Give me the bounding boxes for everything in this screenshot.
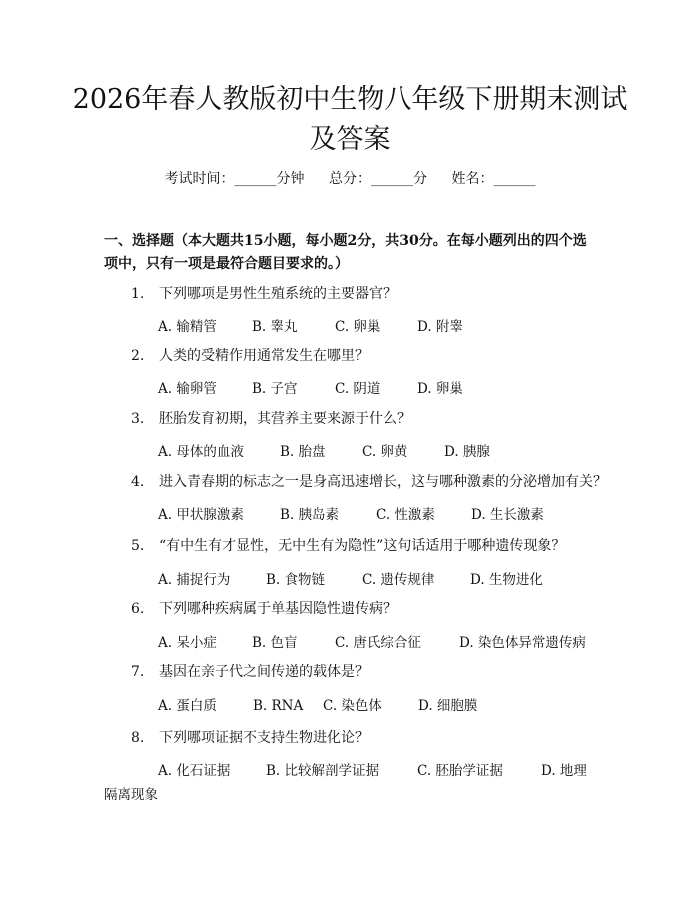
question-text: 胚胎发育初期，其营养主要来源于什么？ [159, 411, 411, 427]
option-a: A. 化石证据 [158, 763, 231, 779]
option-a: A. 捕捉行为 [158, 572, 231, 588]
exam-meta [0, 168, 700, 188]
question-7 [131, 661, 369, 681]
option-b: B. RNA [253, 698, 304, 714]
question-number: 5. [131, 538, 145, 554]
page-title: 2026年春人教版初中生物八年级下册期末测试及答案 [72, 84, 628, 155]
question-text: 下列哪项证据不支持生物进化论？ [159, 730, 369, 746]
question-1 [131, 283, 397, 303]
option-b: B. 比较解剖学证据 [266, 763, 380, 779]
question-number: 1. [131, 286, 145, 302]
option-d: D. 地理 [541, 763, 587, 779]
option-a: A. 蛋白质 [158, 698, 217, 714]
question-3-options [158, 440, 490, 460]
question-4-options [158, 503, 544, 523]
option-d: D. 生物进化 [470, 572, 543, 588]
question-8 [131, 727, 369, 747]
option-d: D. 细胞膜 [418, 698, 478, 714]
question-text: 下列哪项是男性生殖系统的主要器官？ [159, 286, 397, 302]
question-number: 7. [131, 664, 145, 680]
question-8-options [158, 759, 587, 779]
student-name-field: 姓名：______ [451, 171, 536, 187]
option-b: B. 胰岛素 [280, 507, 340, 523]
exam-time-field: 考试时间：______分钟 [164, 171, 305, 187]
question-6-options [158, 631, 586, 651]
question-7-options [158, 694, 477, 714]
option-d: D. 胰腺 [444, 444, 490, 460]
option-b: B. 睾丸 [252, 319, 298, 335]
question-4 [131, 471, 607, 491]
section-heading-choice: 一、选择题（本大题共15小题，每小题2分，共30分。在每小题列出的四个选项中，只有一项是最符合题目要求的。） [104, 233, 587, 272]
question-2 [131, 345, 369, 365]
question-text: 基因在亲子代之间传递的载体是？ [159, 664, 369, 680]
question-number: 6. [131, 601, 145, 617]
question-text: “有中生有才显性，无中生有为隐性”这句话适用于哪种遗传现象？ [159, 538, 566, 554]
option-c: C. 唐氏综合征 [335, 635, 421, 651]
question-8-option-d-continuation: 隔离现象 [104, 787, 158, 803]
option-d: D. 附睾 [417, 319, 463, 335]
option-a: A. 输卵管 [158, 381, 217, 397]
option-a: A. 输精管 [158, 319, 217, 335]
question-text: 进入青春期的标志之一是身高迅速增长，这与哪种激素的分泌增加有关？ [159, 474, 607, 490]
option-c: C. 阴道 [335, 381, 381, 397]
option-d: D. 染色体异常遗传病 [459, 635, 586, 651]
question-number: 4. [131, 474, 145, 490]
option-c: C. 胚胎学证据 [417, 763, 503, 779]
question-number: 2. [131, 348, 145, 364]
question-2-options [158, 377, 463, 397]
question-3 [131, 408, 411, 428]
option-c: C. 卵黄 [362, 444, 408, 460]
option-a: A. 呆小症 [158, 635, 217, 651]
option-b: B. 子宫 [252, 381, 298, 397]
option-c: C. 遗传规律 [362, 572, 435, 588]
option-d: D. 卵巢 [417, 381, 463, 397]
question-5 [131, 535, 565, 555]
option-b: B. 胎盘 [280, 444, 326, 460]
option-b: B. 食物链 [266, 572, 326, 588]
question-number: 3. [131, 411, 145, 427]
option-a: A. 母体的血液 [158, 444, 244, 460]
total-score-field: 总分：______分 [329, 171, 427, 187]
option-c: C. 性激素 [376, 507, 435, 523]
option-c: C. 卵巢 [335, 319, 381, 335]
question-number: 8. [131, 730, 145, 746]
question-text: 下列哪种疾病属于单基因隐性遗传病？ [159, 601, 397, 617]
option-b: B. 色盲 [252, 635, 298, 651]
question-1-options [158, 315, 463, 335]
option-a: A. 甲状腺激素 [158, 507, 244, 523]
question-6 [131, 598, 397, 618]
question-5-options [158, 568, 543, 588]
question-text: 人类的受精作用通常发生在哪里？ [159, 348, 369, 364]
option-d: D. 生长激素 [471, 507, 544, 523]
option-c: C. 染色体 [323, 698, 382, 714]
